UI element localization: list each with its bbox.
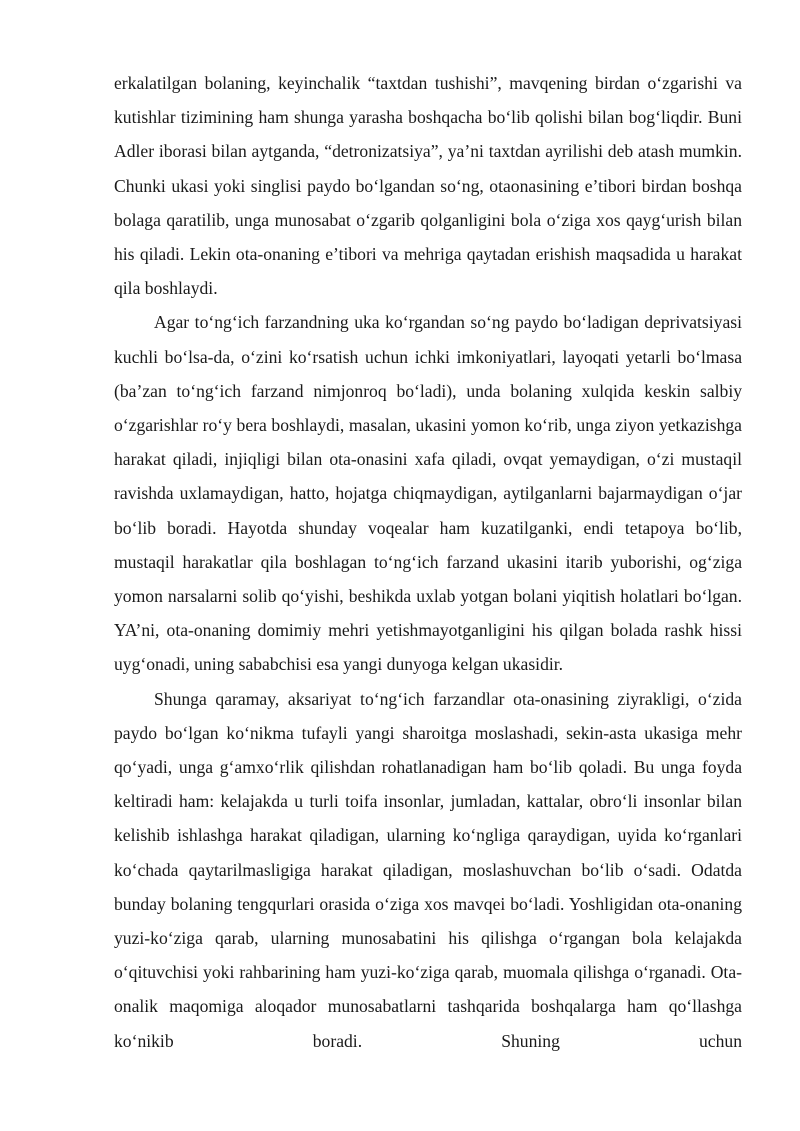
body-text bbox=[114, 66, 742, 1058]
paragraph-3: Shunga qaramay, aksariyat to‘ng‘ich farzandlar ota-onasining ziyrakligi, o‘zida paydo bo‘lgan ko‘nikma tufayli yangi sharoitga moslashadi, sekin-asta ukasiga mehr qo‘yadi, unga g‘amxo‘rlik qilishdan rohatlanadigan ham bo‘lib qoladi. Bu unga foyda keltiradi ham: kelajakda u turli toifa insonlar, jumladan, kattalar, obro‘li insonlar bilan kelishib ishlashga harakat qiladigan, ularning ko‘ngliga qaraydigan, uyida ko‘rganlari ko‘chada qaytarilmasligiga harakat qiladigan, moslashuvchan bo‘lib o‘sadi. Odatda bunday bolaning tengqurlari orasida o‘ziga xos mavqei bo‘ladi. Yoshligidan ota-onaning yuzi-ko‘ziga qarab, ularning munosabatini his qilishga o‘rgangan bola kelajakda o‘qituvchisi yoki rahbarining ham yuzi-ko‘ziga qarab, muomala qilishga o‘rganadi. Ota-onalik maqomiga aloqador munosabatlarni tashqarida boshqalarga ham qo‘llashga ko‘nikib boradi. Shuning uchun bbox=[114, 688, 742, 1051]
paragraph-2: Agar to‘ng‘ich farzandning uka ko‘rgandan so‘ng paydo bo‘ladigan deprivatsiyasi kuchli bo‘lsa-da, o‘zini ko‘rsatish uchun ichki imkoniyatlari, layoqati yetarli bo‘lmasa (ba’zan to‘ng‘ich farzand nimjonroq bo‘ladi), unda bolaning xulqida keskin salbiy o‘zgarishlar ro‘y bera boshlaydi, masalan, ukasini yomon ko‘rib, unga ziyon yetkazishga harakat qiladi, injiqligi bilan ota-onasini xafa qiladi, ovqat yemaydigan, o‘zi mustaqil ravishda uxlamaydigan, hatto, hojatga chiqmaydigan, aytilganlarni bajarmaydigan o‘jar bo‘lib boradi. Hayotda shunday voqealar ham kuzatilganki, endi tetapoya bo‘lib, mustaqil harakatlar qila boshlagan to‘ng‘ich farzand ukasini itarib yuborishi, og‘ziga yomon narsalarni solib qo‘yishi, beshikda uxlab yotgan bolani yiqitish holatlari bo‘lgan. YA’ni, ota-onaning domimiy mehri yetishmayotganligini his qilgan bolada rashk hissi uyg‘onadi, uning sababchisi esa yangi dunyoga kelgan ukasidir. bbox=[114, 312, 742, 675]
paragraph-1: erkalatilgan bolaning, keyinchalik “taxtdan tushishi”, mavqening birdan o‘zgarishi va kutishlar tizimining ham shunga yarasha boshqacha bo‘lib qolishi bilan bog‘liqdir. Buni Adler iborasi bilan aytganda, “detronizatsiya”, ya’ni taxtdan ayrilishi deb atash mumkin. Chunki ukasi yoki singlisi paydo bo‘lgandan so‘ng, otaonasining e’tibori birdan boshqa bolaga qaratilib, unga munosabat o‘zgarib qolganligini bola o‘ziga xos qayg‘urish bilan his qiladi. Lekin ota-onaning e’tibori va mehriga qaytadan erishish maqsadida u harakat qila boshlaydi. bbox=[114, 73, 742, 299]
